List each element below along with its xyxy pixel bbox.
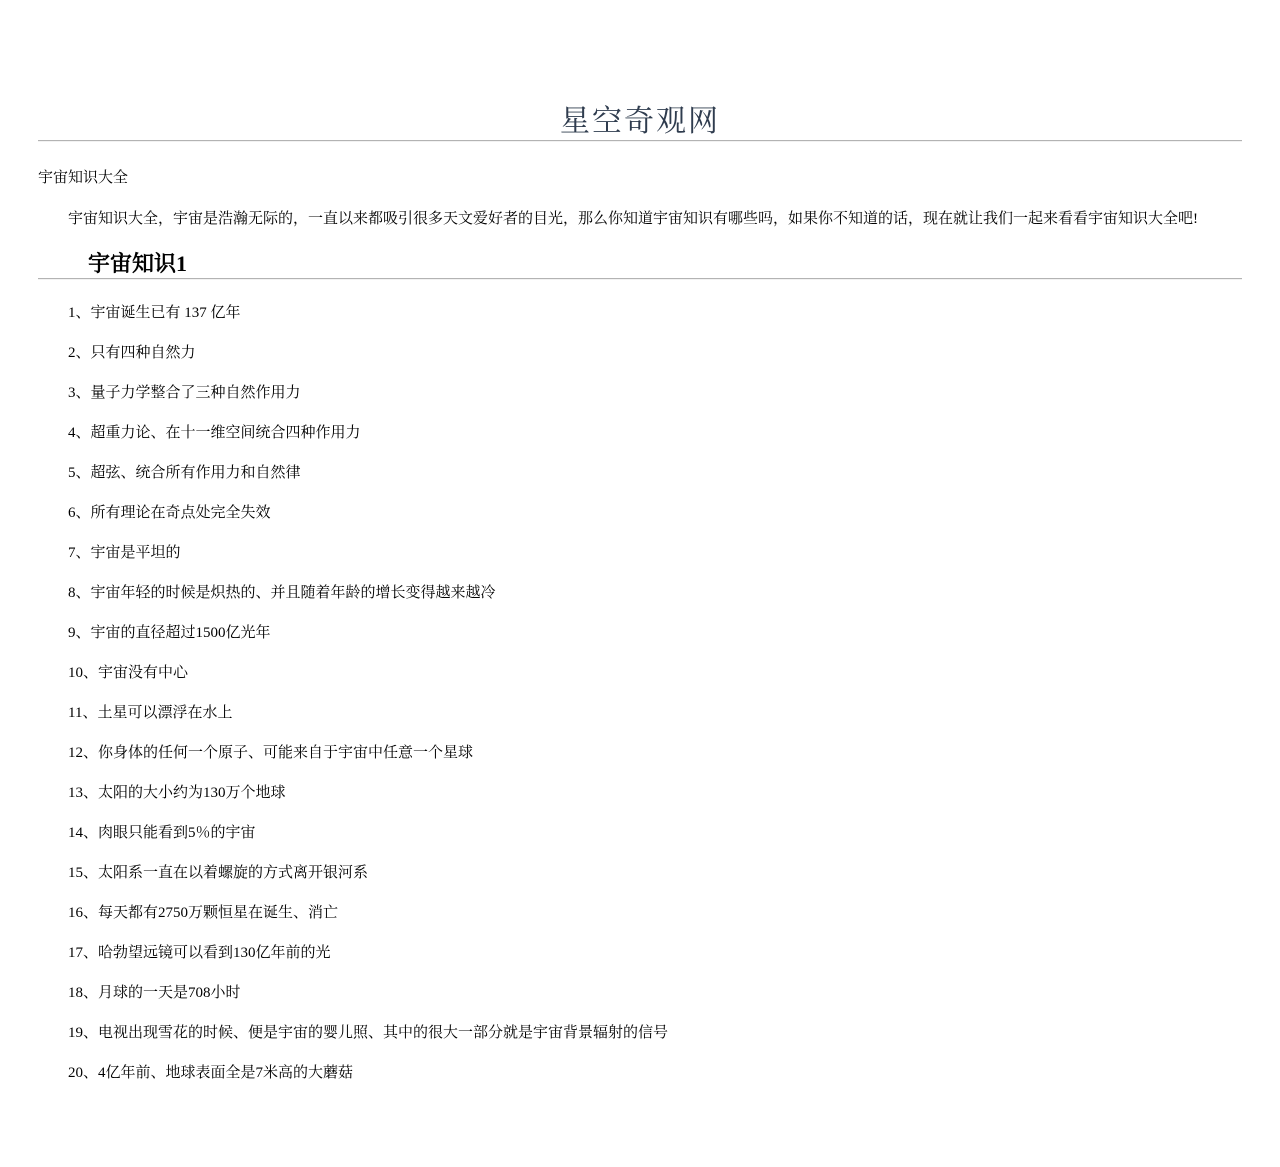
article-intro: 宇宙知识大全，宇宙是浩瀚无际的，一直以来都吸引很多天文爱好者的目光，那么你知道宇宙知识有哪些吗，如果你不知道的话，现在就让我们一起来看看宇宙知识大全吧! [68, 211, 1199, 227]
fact-item: 5、超弦、统合所有作用力和自然律 [68, 465, 301, 481]
section-title: 宇宙知识1 [88, 251, 188, 276]
fact-item: 16、每天都有2750万颗恒星在诞生、消亡 [68, 905, 339, 921]
fact-item: 6、所有理论在奇点处完全失效 [68, 505, 271, 521]
fact-item: 3、量子力学整合了三种自然作用力 [68, 385, 301, 401]
fact-item: 19、电视出现雪花的时候、便是宇宙的婴儿照、其中的很大一部分就是宇宙背景辐射的信号 [68, 1025, 669, 1041]
fact-item: 17、哈勃望远镜可以看到130亿年前的光 [68, 945, 331, 961]
page-title: 星空奇观网 [560, 105, 720, 138]
fact-item: 18、月球的一天是708小时 [68, 985, 241, 1001]
fact-item: 1、宇宙诞生已有 137 亿年 [68, 305, 241, 321]
header-divider [38, 140, 1242, 142]
fact-item: 2、只有四种自然力 [68, 345, 196, 361]
section-divider [38, 278, 1242, 280]
fact-item: 15、太阳系一直在以着螺旋的方式离开银河系 [68, 865, 369, 881]
fact-item: 4、超重力论、在十一维空间统合四种作用力 [68, 425, 361, 441]
fact-item: 12、你身体的任何一个原子、可能来自于宇宙中任意一个星球 [68, 745, 474, 761]
fact-item: 9、宇宙的直径超过1500亿光年 [68, 625, 271, 641]
fact-item: 8、宇宙年轻的时候是炽热的、并且随着年龄的增长变得越来越冷 [68, 585, 496, 601]
facts-list [38, 303, 1242, 1083]
fact-item: 14、肉眼只能看到5％的宇宙 [68, 825, 256, 841]
fact-item: 7、宇宙是平坦的 [68, 545, 181, 561]
fact-item: 13、太阳的大小约为130万个地球 [68, 785, 286, 801]
fact-item: 20、4亿年前、地球表面全是7米高的大蘑菇 [68, 1065, 354, 1081]
fact-item: 10、宇宙没有中心 [68, 665, 189, 681]
article-label: 宇宙知识大全 [38, 170, 129, 186]
fact-item: 11、土星可以漂浮在水上 [68, 705, 233, 721]
